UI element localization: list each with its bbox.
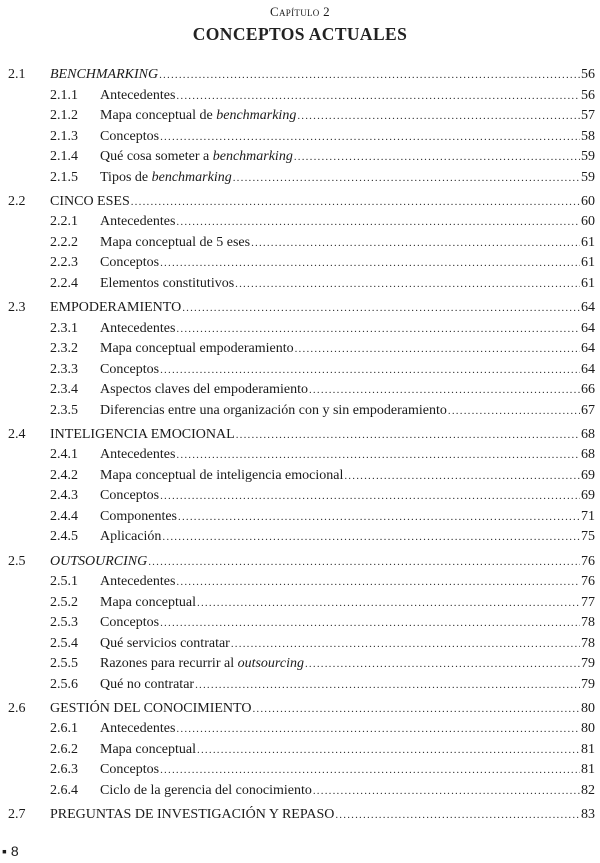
entry-page-number: 68	[581, 447, 595, 463]
toc-subsection-entry[interactable]	[0, 212, 600, 233]
dot-leader	[176, 86, 580, 107]
entry-title	[100, 360, 159, 381]
dot-leader	[160, 613, 580, 634]
entry-page-number: 71	[581, 508, 595, 524]
toc-subsection-entry[interactable]	[0, 147, 600, 168]
entry-title	[100, 147, 293, 168]
entry-title	[100, 675, 194, 696]
entry-page-number: 75	[581, 529, 595, 545]
entry-page-number: 68	[581, 426, 595, 442]
entry-title	[100, 593, 196, 614]
entry-number: 2.2.2	[50, 234, 78, 250]
entry-title	[100, 253, 159, 274]
entry-page-number: 81	[581, 762, 595, 778]
entry-number: 2.2.3	[50, 255, 78, 271]
entry-title-segment: Tipos de	[100, 169, 152, 185]
entry-title-segment: Ciclo de la gerencia del conocimiento	[100, 782, 312, 798]
dot-leader	[335, 805, 580, 826]
toc-subsection-entry[interactable]	[0, 675, 600, 696]
entry-number: 2.3.1	[50, 320, 78, 336]
entry-number: 2.4.3	[50, 488, 78, 504]
entry-title	[100, 719, 175, 740]
entry-title	[50, 65, 158, 86]
dot-leader	[295, 339, 580, 360]
entry-title	[100, 654, 304, 675]
entry-title	[100, 401, 447, 422]
entry-number: 2.6.1	[50, 721, 78, 737]
entry-page-number: 56	[581, 67, 595, 82]
entry-title	[100, 86, 175, 107]
dot-leader	[309, 380, 580, 401]
entry-page-number: 61	[581, 255, 595, 271]
entry-title-segment: Elementos constitutivos	[100, 275, 235, 291]
entry-number: 2.4.2	[50, 467, 78, 483]
toc-subsection-entry[interactable]	[0, 781, 600, 802]
entry-title-segment: OUTSOURCING	[50, 553, 148, 569]
toc-subsection-entry[interactable]	[0, 654, 600, 675]
entry-title-segment: INTELIGENCIA EMOCIONAL	[50, 426, 235, 442]
entry-title	[50, 552, 147, 573]
entry-page-number: 59	[581, 169, 595, 185]
entry-number: 2.5.1	[50, 574, 78, 589]
toc-subsection-entry[interactable]	[0, 274, 600, 295]
dot-leader	[160, 360, 580, 381]
toc-subsection-entry[interactable]	[0, 339, 600, 360]
dot-leader	[160, 127, 580, 148]
entry-title	[100, 168, 232, 189]
toc-subsection-entry[interactable]	[0, 486, 600, 507]
entry-number: 2.1.4	[50, 149, 78, 164]
entry-title-segment: outsourcing	[237, 656, 304, 671]
entry-number: 2.5.2	[50, 594, 78, 610]
entry-title-segment: Mapa conceptual	[100, 594, 197, 610]
entry-number: 2.1.5	[50, 169, 78, 185]
entry-title-segment: Mapa conceptual de 5 eses	[100, 234, 251, 250]
entry-page-number: 64	[581, 341, 595, 356]
page-number: ▪ 8	[2, 843, 19, 859]
entry-page-number: 80	[581, 700, 595, 716]
entry-title-segment: GESTIÓN DEL CONOCIMIENTO	[50, 700, 252, 716]
entry-title-segment: Antecedentes	[100, 574, 176, 589]
dot-leader	[251, 233, 580, 254]
entry-page-number: 81	[581, 741, 595, 757]
entry-page-number: 66	[581, 382, 595, 397]
entry-title	[100, 212, 175, 233]
entry-number: 2.3.4	[50, 382, 78, 397]
entry-number: 2.3.5	[50, 402, 78, 418]
table-of-contents	[0, 65, 600, 826]
entry-page-number: 60	[581, 214, 595, 230]
toc-subsection-entry[interactable]	[0, 740, 600, 761]
entry-number: 2.1	[8, 67, 26, 82]
entry-title	[100, 274, 234, 295]
entry-number: 2.5.5	[50, 656, 78, 671]
dot-leader	[160, 760, 580, 781]
entry-title	[100, 781, 312, 802]
entry-number: 2.1.1	[50, 87, 78, 103]
toc-section-entry[interactable]	[0, 65, 600, 86]
entry-page-number: 59	[581, 149, 595, 164]
dot-leader	[160, 253, 580, 274]
entry-title	[100, 740, 196, 761]
entry-title-segment: Conceptos	[100, 615, 160, 630]
entry-title-segment: Antecedentes	[100, 721, 176, 737]
dot-leader	[148, 552, 580, 573]
entry-number: 2.4.1	[50, 447, 78, 463]
dot-leader	[236, 425, 580, 446]
toc-subsection-entry[interactable]	[0, 127, 600, 148]
toc-subsection-entry[interactable]	[0, 86, 600, 107]
entry-title-segment: Conceptos	[100, 762, 160, 778]
entry-title-segment: Qué servicios contratar	[100, 635, 230, 651]
entry-number: 2.4.4	[50, 508, 78, 524]
entry-number: 2.2.4	[50, 275, 78, 291]
entry-page-number: 61	[581, 234, 595, 250]
entry-title-segment: Conceptos	[100, 128, 160, 144]
toc-subsection-entry[interactable]	[0, 634, 600, 655]
entry-title	[100, 572, 175, 593]
dot-leader	[197, 740, 580, 761]
toc-subsection-entry[interactable]	[0, 719, 600, 740]
entry-title	[100, 127, 159, 148]
dot-leader	[297, 106, 580, 127]
entry-title	[50, 805, 334, 826]
dot-leader	[176, 572, 580, 593]
entry-title-segment: Conceptos	[100, 361, 160, 377]
entry-title-segment: Mapa conceptual	[100, 741, 197, 757]
entry-title-segment: benchmarking	[216, 108, 297, 123]
entry-number: 2.6.3	[50, 762, 78, 778]
dot-leader	[131, 192, 580, 213]
dot-leader	[448, 401, 580, 422]
entry-page-number: 80	[581, 721, 595, 737]
entry-title	[100, 466, 343, 487]
entry-number: 2.2.1	[50, 214, 78, 230]
dot-leader	[305, 654, 580, 675]
dot-leader	[197, 593, 580, 614]
entry-page-number: 60	[581, 193, 595, 209]
entry-title	[50, 298, 181, 319]
entry-number: 2.5.4	[50, 635, 78, 651]
entry-title-segment: Mapa conceptual de inteligencia emocional	[100, 467, 344, 483]
entry-number: 2.4	[8, 426, 26, 442]
toc-subsection-entry[interactable]	[0, 360, 600, 381]
entry-page-number: 77	[581, 594, 595, 610]
entry-title-segment: Mapa conceptual empoderamiento	[100, 341, 294, 356]
toc-subsection-entry[interactable]	[0, 380, 600, 401]
entry-title-segment: Diferencias entre una organización con y sin empoderamiento	[100, 402, 447, 418]
entry-number: 2.7	[8, 807, 26, 822]
entry-page-number: 56	[581, 87, 595, 103]
entry-page-number: 79	[581, 676, 595, 692]
entry-title-segment: Antecedentes	[100, 214, 176, 230]
entry-number: 2.6	[8, 700, 26, 716]
toc-subsection-entry[interactable]	[0, 572, 600, 593]
entry-number: 2.1.3	[50, 128, 78, 144]
entry-page-number: 67	[581, 402, 595, 418]
toc-subsection-entry[interactable]	[0, 401, 600, 422]
dot-leader	[344, 466, 580, 487]
entry-page-number: 64	[581, 300, 595, 315]
toc-subsection-entry[interactable]	[0, 319, 600, 340]
entry-page-number: 83	[581, 807, 595, 822]
toc-subsection-entry[interactable]	[0, 445, 600, 466]
toc-subsection-entry[interactable]	[0, 253, 600, 274]
dot-leader	[233, 168, 580, 189]
toc-section-entry[interactable]	[0, 805, 600, 826]
entry-title	[100, 527, 161, 548]
entry-title-segment: Aplicación	[100, 529, 162, 545]
entry-title	[100, 319, 175, 340]
entry-page-number: 78	[581, 635, 595, 651]
entry-number: 2.3.3	[50, 361, 78, 377]
entry-title-segment: BENCHMARKING	[50, 67, 159, 82]
entry-page-number: 58	[581, 128, 595, 144]
entry-number: 2.2	[8, 193, 26, 209]
entry-page-number: 64	[581, 320, 595, 336]
entry-title	[50, 192, 130, 213]
dot-leader	[176, 719, 580, 740]
toc-subsection-entry[interactable]	[0, 507, 600, 528]
entry-title-segment: Qué cosa someter a	[100, 149, 213, 164]
dot-leader	[178, 507, 580, 528]
dot-leader	[313, 781, 580, 802]
toc-subsection-entry[interactable]	[0, 593, 600, 614]
entry-title	[100, 106, 296, 127]
dot-leader	[235, 274, 580, 295]
entry-title-segment: Aspectos claves del empoderamiento	[100, 382, 308, 397]
entry-title-segment: PREGUNTAS DE INVESTIGACIÓN Y REPASO	[50, 807, 335, 822]
toc-subsection-entry[interactable]	[0, 613, 600, 634]
entry-number: 2.6.2	[50, 741, 78, 757]
toc-section-entry[interactable]	[0, 552, 600, 573]
entry-page-number: 79	[581, 656, 595, 671]
dot-leader	[252, 699, 580, 720]
toc-subsection-entry[interactable]	[0, 168, 600, 189]
toc-subsection-entry[interactable]	[0, 760, 600, 781]
toc-section-entry[interactable]	[0, 192, 600, 213]
entry-title	[50, 425, 235, 446]
dot-leader	[176, 212, 580, 233]
entry-title-segment: Mapa conceptual de	[100, 108, 217, 123]
entry-page-number: 61	[581, 275, 595, 291]
dot-leader	[231, 634, 580, 655]
entry-title-segment: Razones para recurrir al	[100, 656, 238, 671]
entry-number: 2.3.2	[50, 341, 78, 356]
entry-page-number: 69	[581, 467, 595, 483]
entry-title-segment: Conceptos	[100, 255, 160, 271]
dot-leader	[176, 319, 580, 340]
entry-title	[100, 445, 175, 466]
entry-number: 2.6.4	[50, 782, 78, 798]
entry-title	[100, 380, 308, 401]
dot-leader	[162, 527, 580, 548]
entry-number: 2.5.6	[50, 676, 78, 692]
entry-title-segment: Antecedentes	[100, 87, 176, 103]
entry-title	[100, 634, 230, 655]
toc-subsection-entry[interactable]	[0, 466, 600, 487]
entry-title	[100, 507, 177, 528]
toc-subsection-entry[interactable]	[0, 106, 600, 127]
dot-leader	[294, 147, 580, 168]
entry-page-number: 57	[581, 108, 595, 123]
entry-title-segment: Conceptos	[100, 488, 160, 504]
chapter-label: Capítulo 2	[270, 4, 330, 19]
entry-title	[100, 339, 294, 360]
chapter-title: CONCEPTOS ACTUALES	[192, 24, 408, 44]
entry-title-segment: Antecedentes	[100, 320, 176, 336]
dot-leader	[160, 486, 580, 507]
entry-number: 2.5	[8, 553, 26, 569]
toc-subsection-entry[interactable]	[0, 527, 600, 548]
dot-leader	[176, 445, 580, 466]
entry-number: 2.4.5	[50, 529, 78, 545]
entry-page-number: 76	[581, 574, 595, 589]
toc-section-entry[interactable]	[0, 699, 600, 720]
entry-title-segment: CINCO ESES	[50, 193, 130, 209]
entry-number: 2.3	[8, 300, 26, 315]
entry-title-segment: Antecedentes	[100, 447, 176, 463]
entry-title-segment: EMPODERAMIENTO	[50, 300, 182, 315]
entry-page-number: 76	[581, 553, 595, 569]
entry-title-segment: Componentes	[100, 508, 177, 524]
entry-title	[100, 486, 159, 507]
dot-leader	[195, 675, 580, 696]
toc-section-entry[interactable]	[0, 425, 600, 446]
entry-title	[100, 613, 159, 634]
entry-title	[100, 760, 159, 781]
entry-number: 2.5.3	[50, 615, 78, 630]
entry-title-segment: Qué no contratar	[100, 676, 195, 692]
entry-number: 2.1.2	[50, 108, 78, 123]
toc-subsection-entry[interactable]	[0, 233, 600, 254]
entry-page-number: 64	[581, 361, 595, 377]
dot-leader	[182, 298, 580, 319]
entry-page-number: 82	[581, 782, 595, 798]
entry-title-segment: benchmarking	[212, 149, 293, 164]
entry-page-number: 78	[581, 615, 595, 630]
dot-leader	[159, 65, 580, 86]
entry-title	[100, 233, 250, 254]
toc-section-entry[interactable]	[0, 298, 600, 319]
entry-title-segment: benchmarking	[151, 169, 232, 185]
entry-page-number: 69	[581, 488, 595, 504]
entry-title	[50, 699, 251, 720]
